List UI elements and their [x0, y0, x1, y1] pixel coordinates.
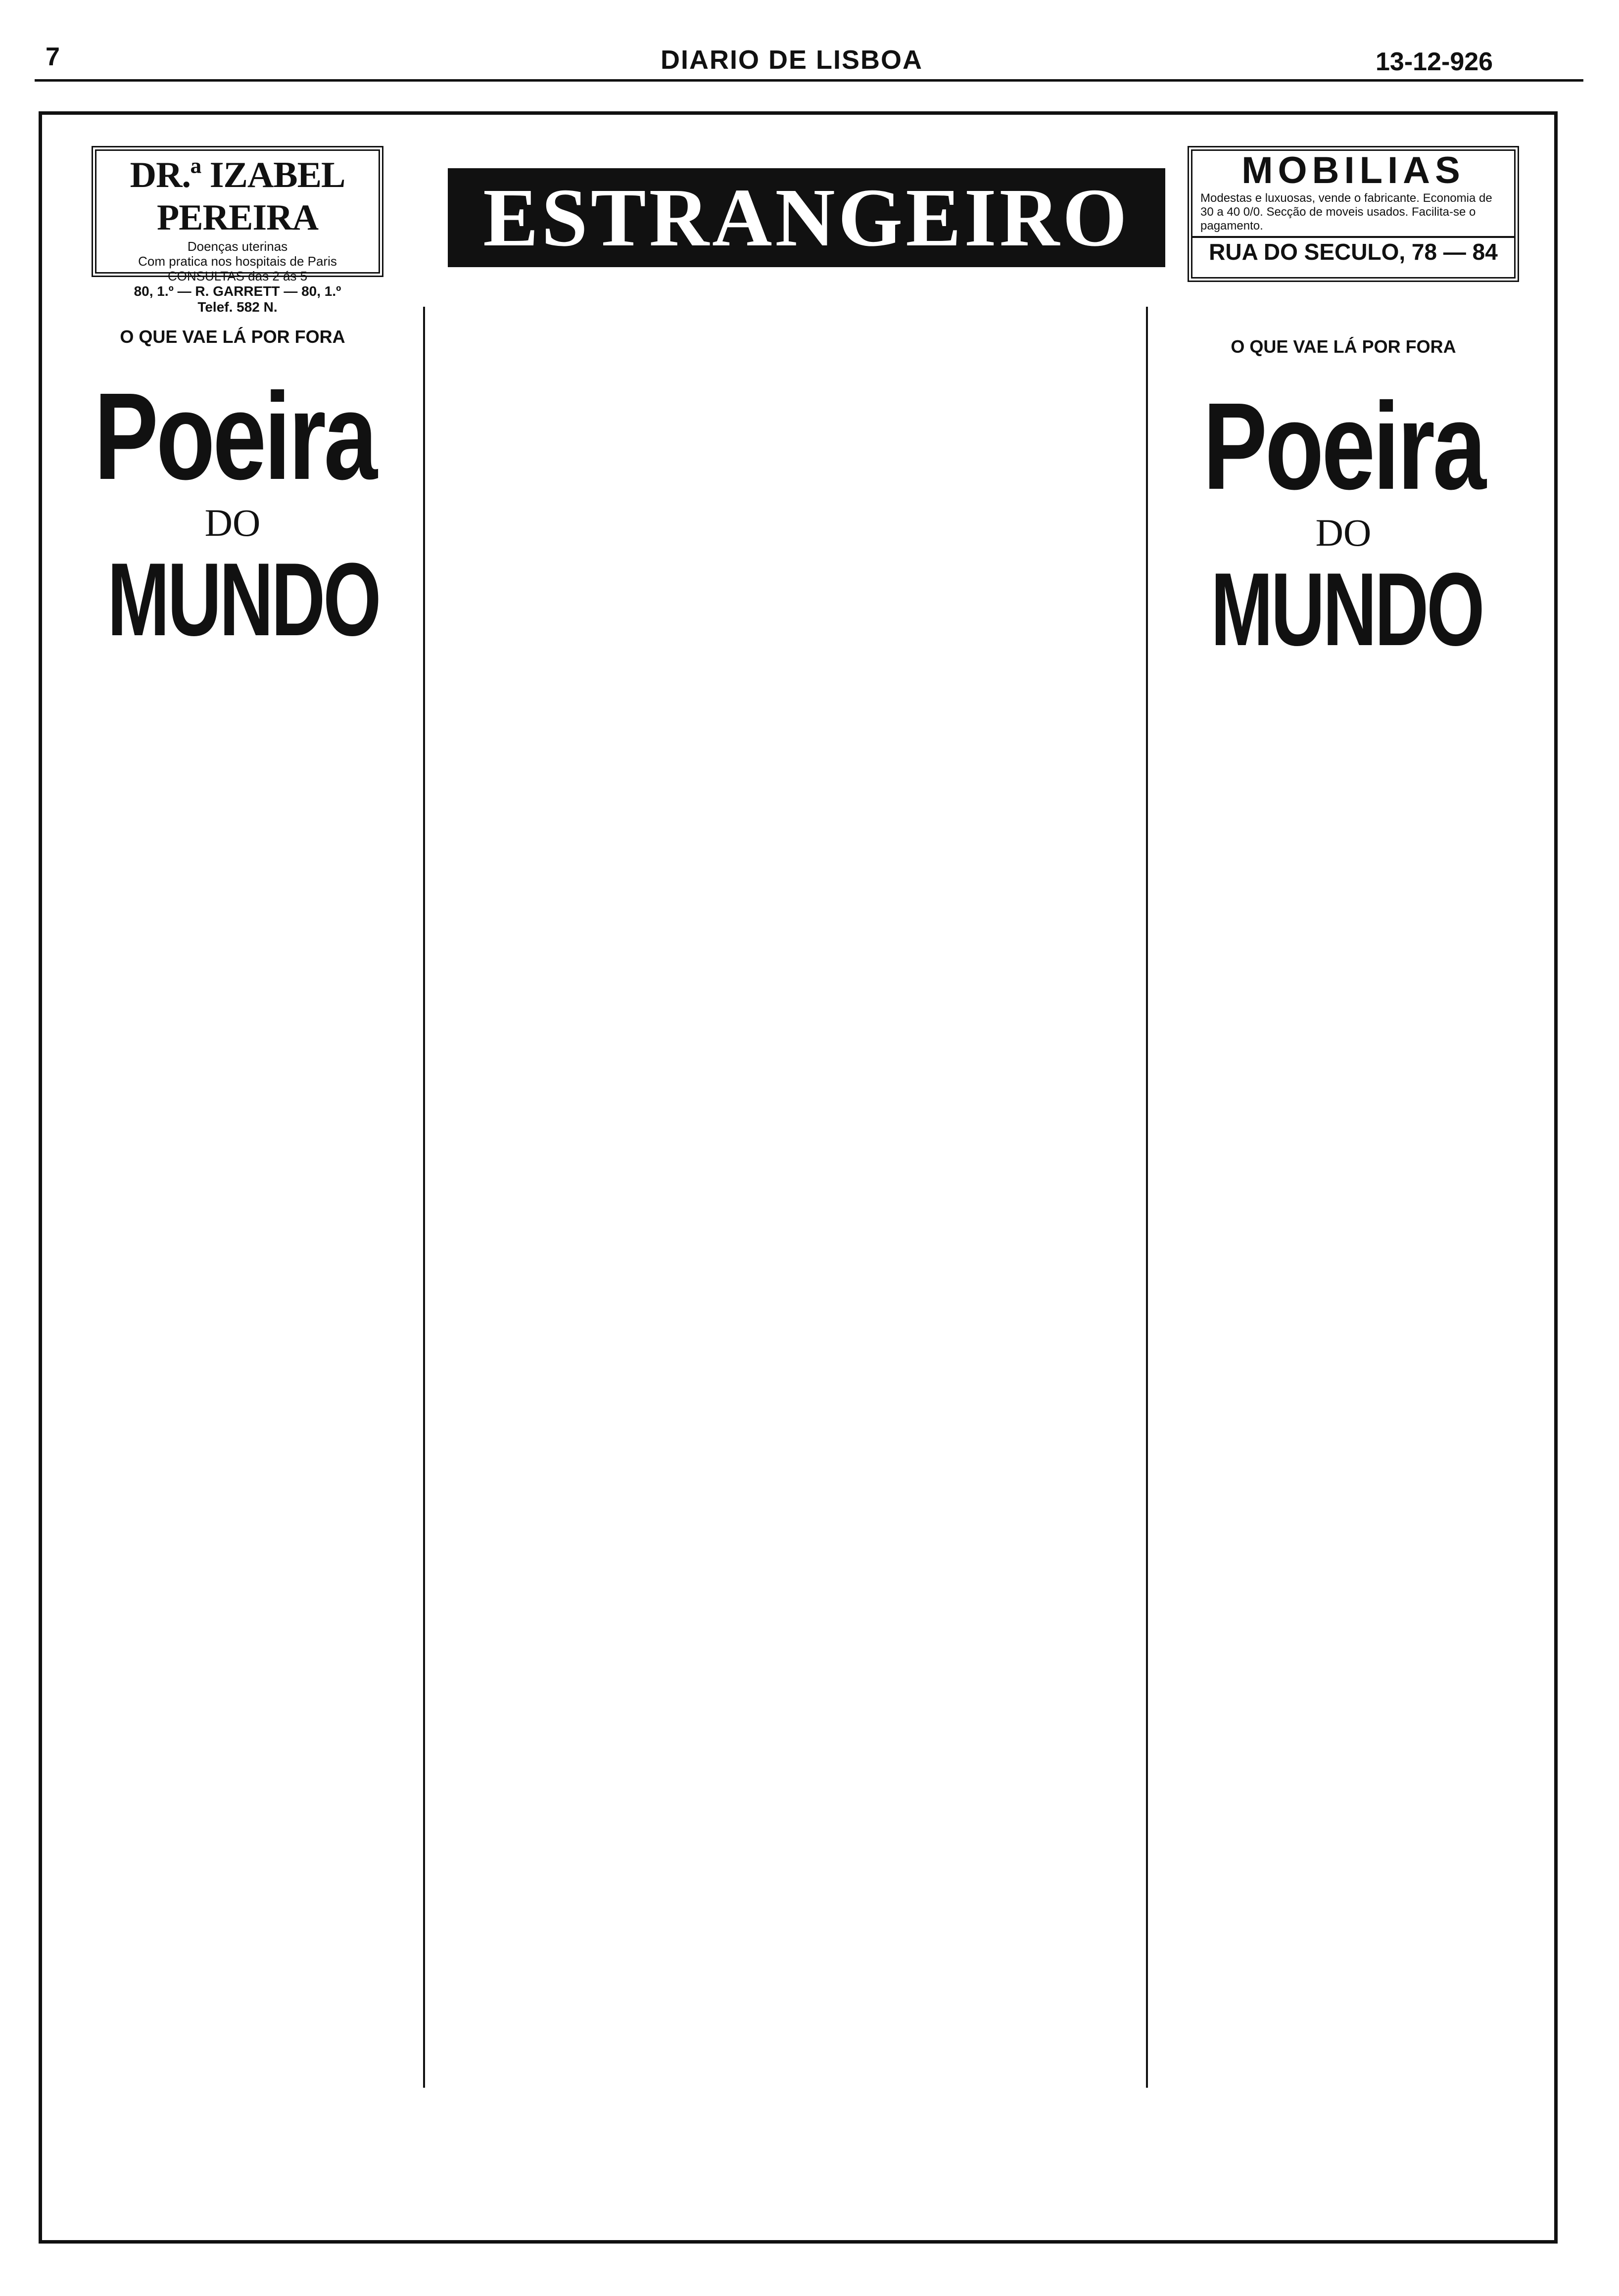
left-headline-do: DO: [204, 501, 261, 544]
issue-date: 13-12-926: [1376, 47, 1493, 76]
ad-line: Com pratica nos hospitais de Paris: [138, 254, 337, 269]
ad-line: 80, 1.º — R. GARRETT — 80, 1.º: [134, 283, 341, 299]
newspaper-title: DIARIO DE LISBOA: [660, 45, 923, 75]
right-headline-poeira: Poeira: [1202, 377, 1484, 515]
section-banner: ESTRANGEIRO: [448, 168, 1165, 267]
left-heading-block: [54, 327, 411, 657]
ad-mobilias: [1188, 146, 1519, 282]
masthead-rule: [35, 79, 1583, 82]
left-headline-poeira: Poeira: [94, 367, 376, 505]
ad-doctor-name: DR.ª IZABEL PEREIRA: [130, 155, 345, 238]
right-headline-do: DO: [1315, 511, 1372, 554]
ad-line: Doenças uterinas: [187, 239, 288, 254]
left-headline-mundo: MUNDO: [107, 541, 380, 657]
ad-line: Telef. 582 N.: [197, 299, 278, 315]
ad-mobilias-title: MOBILIAS: [1241, 149, 1465, 191]
ad-dr-izabel-pereira: [92, 146, 383, 315]
right-heading-block: [1158, 336, 1529, 667]
ad-mobilias-text: Modestas e luxuosas, vende o fabricante. Economia de 30 a 40 0/0. Secção de moveis usados. Facilita-se o pagamento.: [1200, 191, 1492, 233]
left-kicker: O QUE VAE LÁ POR FORA: [120, 327, 345, 347]
ad-line: CONSULTAS das 2 ás 5: [167, 269, 308, 283]
page-number: 7: [46, 43, 60, 71]
ad-mobilias-address: RUA DO SECULO, 78 — 84: [1192, 236, 1514, 266]
right-headline-mundo: MUNDO: [1210, 551, 1483, 667]
right-kicker: O QUE VAE LÁ POR FORA: [1231, 336, 1456, 357]
